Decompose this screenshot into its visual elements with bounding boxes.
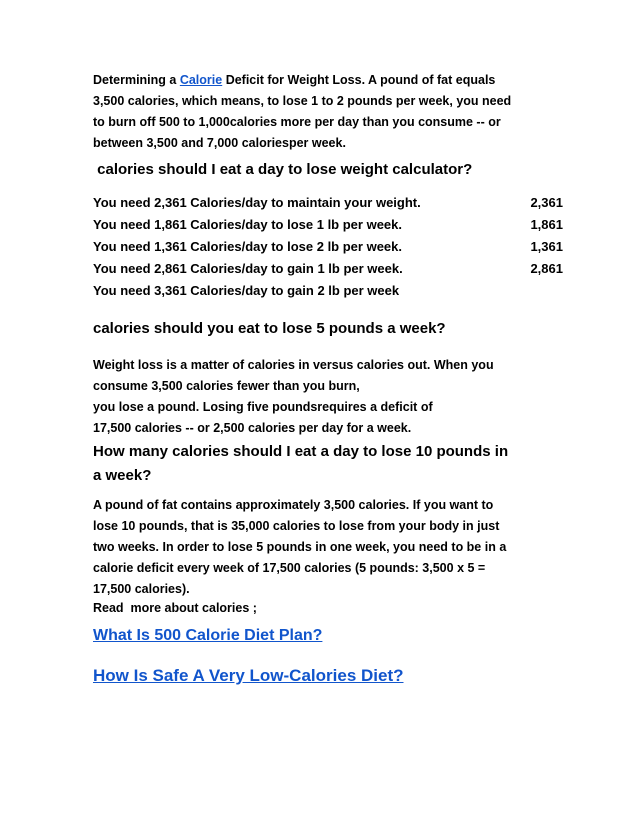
table-row [93,214,563,236]
table-cell-label: You need 2,361 Calories/day to maintain your weight. [93,195,421,210]
intro-line: between 3,500 and 7,000 caloriesper week. [93,136,346,150]
low-calorie-diet-link[interactable]: How Is Safe A Very Low-Calories Diet? [93,666,404,685]
table-row [93,192,563,214]
table-cell-label: You need 1,861 Calories/day to lose 1 lb per week. [93,217,402,232]
table-row [93,258,563,280]
heading-line: How many calories should I eat a day to lose 10 pounds in [93,443,509,460]
read-more-text: Read more about calories ; [93,601,257,615]
ten-pounds-heading [93,440,563,488]
calorie-link[interactable]: Calorie [179,73,223,87]
five-pounds-paragraph [93,355,563,439]
paragraph-line: 17,500 calories -- or 2,500 calories per day for a week. [93,421,412,435]
calorie-table-wrap [93,192,563,302]
intro-line: 3,500 calories, which means, to lose 1 to 2 pounds per week, you need [93,94,512,108]
paragraph-line: calorie deficit every week of 17,500 calories (5 pounds: 3,500 x 5 = [93,561,486,575]
intro-suffix: Deficit for Weight Loss. A pound of fat equals [222,73,496,87]
table-row [93,236,563,258]
table-row [93,280,563,302]
table-cell-label: You need 3,361 Calories/day to gain 2 lb per week [93,283,400,298]
table-cell-value: 1,361 [530,239,563,254]
paragraph-line: A pound of fat contains approximately 3,500 calories. If you want to [93,498,494,512]
heading-line: a week? [93,467,152,484]
table-cell-label: You need 2,861 Calories/day to gain 1 lb per week. [93,261,403,276]
paragraph-line: lose 10 pounds, that is 35,000 calories to lose from your body in just [93,519,500,533]
intro-line [93,70,563,91]
table-cell-value: 2,361 [530,195,563,210]
paragraph-line: Weight loss is a matter of calories in versus calories out. When you [93,358,494,372]
paragraph-line: 17,500 calories). [93,582,190,596]
intro-line: to burn off 500 to 1,000calories more per day than you consume -- or [93,115,501,129]
table-cell-value: 1,861 [530,217,563,232]
ten-pounds-paragraph [93,495,563,600]
calculator-heading: calories should I eat a day to lose weight calculator? [93,161,473,178]
table-cell-label: You need 1,361 Calories/day to lose 2 lb per week. [93,239,402,254]
paragraph-line: two weeks. In order to lose 5 pounds in one week, you need to be in a [93,540,507,554]
table-cell-value [510,280,563,302]
paragraph-line: you lose a pound. Losing five poundsrequires a deficit of [93,400,433,414]
five-pounds-heading: calories should you eat to lose 5 pounds a week? [93,320,446,337]
paragraph-line: consume 3,500 calories fewer than you burn, [93,379,360,393]
table-cell-value: 2,861 [530,261,563,276]
intro-paragraph [93,70,563,154]
calorie-table [93,192,563,302]
intro-prefix: Determining a [93,73,180,87]
diet-plan-link[interactable]: What Is 500 Calorie Diet Plan? [93,627,323,644]
